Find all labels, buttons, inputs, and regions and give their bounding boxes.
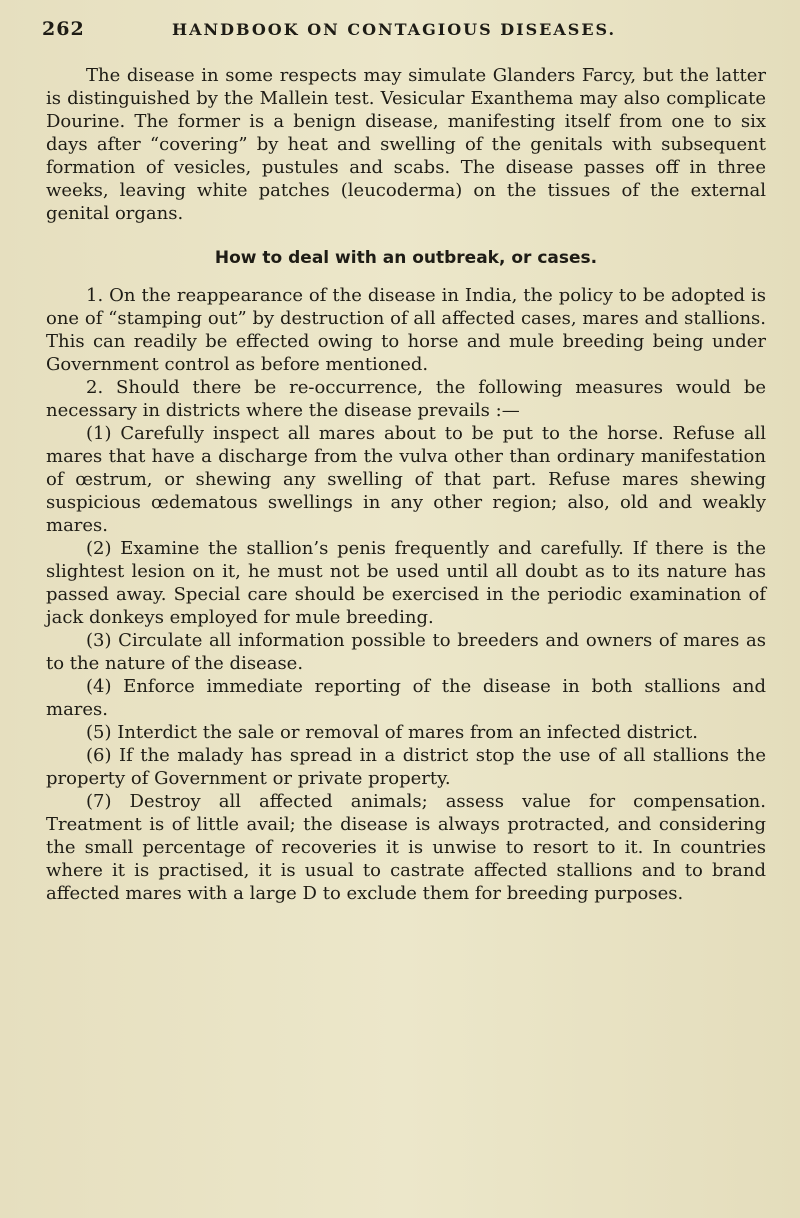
measure-6: (6) If the malady has spread in a district stop the use of all stallions the property of Government or private property. [46,745,766,789]
paragraph-1: 1. On the reappearance of the disease in India, the policy to be adopted is one of “stamping out” by destruction of all affected cases, mares and stallions. This can readily be effected owing to horse and mule breeding being under Government control as before mentioned. [46,285,766,375]
page-number: 262 [42,18,85,40]
page-header [42,18,762,46]
measure-4: (4) Enforce immediate reporting of the disease in both stallions and mares. [46,676,766,720]
measure-5: (5) Interdict the sale or removal of mares from an infected district. [86,722,698,743]
measure-2: (2) Examine the stallion’s penis frequently and carefully. If there is the slightest lesion on it, he must not be used until all doubt as to its nature has passed away. Special care should be exercised in the periodic examination of jack donkeys employed for mule breeding. [46,538,766,628]
running-title: HANDBOOK ON CONTAGIOUS DISEASES. [172,20,617,39]
intro-paragraph: The disease in some respects may simulate Glanders Farcy, but the latter is distinguished by the Mallein test. Vesicular Exanthema may also complicate Dourine. The former is a benign disease, manifesting itself from one to six days after “covering” by heat and swelling of the genitals with subsequent formation of vesicles, pustules and scabs. The disease passes off in three weeks, leaving white patches (leucoderma) on the tissues of the external genital organs. [46,65,766,224]
section-heading: How to deal with an outbreak, or cases. [214,248,598,268]
body-text [46,64,766,905]
paragraph-2: 2. Should there be re-occurrence, the following measures would be necessary in districts where the disease prevails :— [46,377,766,421]
measure-7: (7) Destroy all affected animals; assess value for compensation. Treatment is of little avail; the disease is always protracted, and considering the small percentage of recoveries it is unwise to resort to it. In countries where it is practised, it is usual to castrate affected stallions and to brand affected mares with a large D to exclude them for breeding purposes. [46,791,766,904]
measure-1: (1) Carefully inspect all mares about to be put to the horse. Refuse all mares that have a discharge from the vulva other than ordinary manifestation of œstrum, or shewing any swelling of that part. Refuse mares shewing suspicious œdematous swellings in any other region; also, old and weakly mares. [46,423,766,536]
measure-3: (3) Circulate all information possible to breeders and owners of mares as to the nature of the disease. [46,630,766,674]
